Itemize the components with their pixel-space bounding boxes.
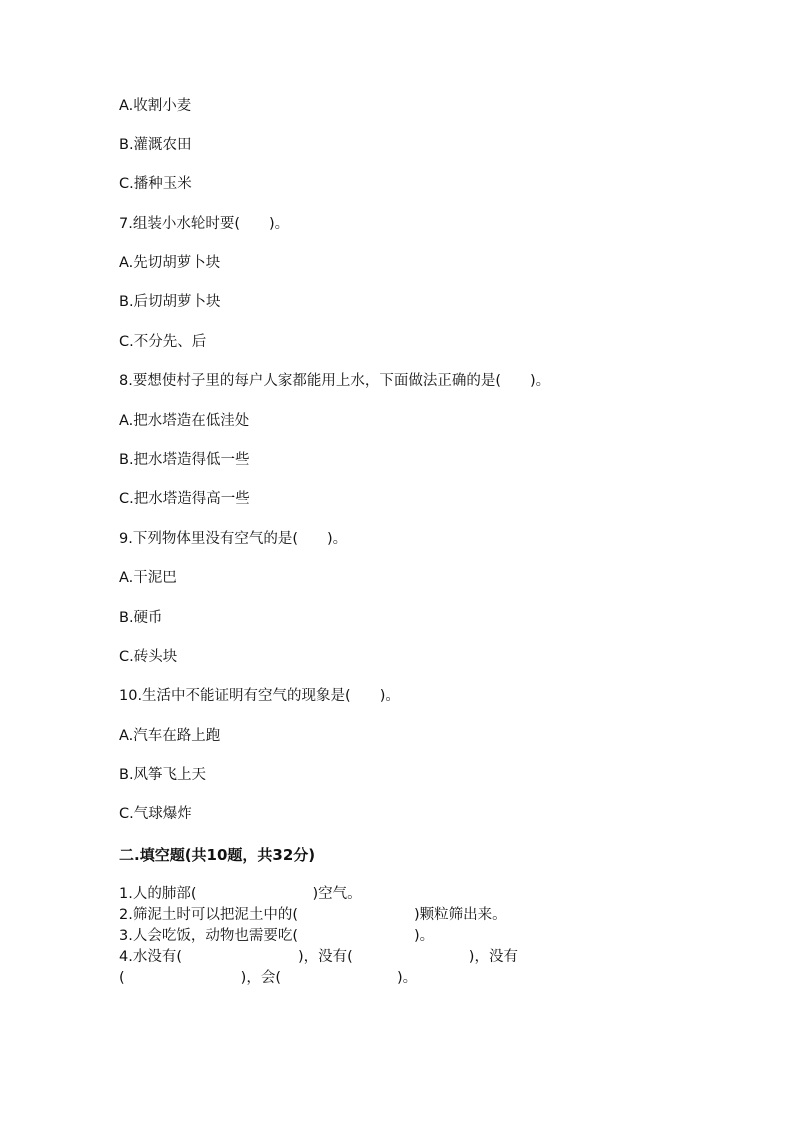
section-title-fill-in: 二.填空题(共10题，共32分) xyxy=(119,846,316,864)
fill-item-2: 2.筛泥土时可以把泥土中的( )颗粒筛出来。 xyxy=(119,907,507,923)
q9-stem: 9.下列物体里没有空气的是( )。 xyxy=(119,531,348,547)
q7-option-c: C.不分先、后 xyxy=(119,334,207,350)
q8-option-b: B.把水塔造得低一些 xyxy=(119,452,250,468)
q7-stem: 7.组装小水轮时要( )。 xyxy=(119,216,290,232)
q9-option-b: B.硬币 xyxy=(119,610,163,626)
q7-option-b: B.后切胡萝卜块 xyxy=(119,294,221,310)
q8-option-a: A.把水塔造在低洼处 xyxy=(119,413,250,429)
fill-item-3: 3.人会吃饭，动物也需要吃( )。 xyxy=(119,928,435,944)
q6-option-c: C.播种玉米 xyxy=(119,176,192,192)
fill-item-4-line-2: ( )，会( )。 xyxy=(119,970,418,986)
q10-option-c: C.气球爆炸 xyxy=(119,806,192,822)
q10-option-a: A.汽车在路上跑 xyxy=(119,728,221,744)
fill-item-4-line-1: 4.水没有( )，没有( )，没有 xyxy=(119,949,518,965)
q6-option-a: A.收割小麦 xyxy=(119,98,192,114)
q7-option-a: A.先切胡萝卜块 xyxy=(119,255,221,271)
q10-option-b: B.风筝飞上天 xyxy=(119,767,207,783)
q8-stem: 8.要想使村子里的每户人家都能用上水，下面做法正确的是( )。 xyxy=(119,373,551,389)
q9-option-a: A.干泥巴 xyxy=(119,570,177,586)
q8-option-c: C.把水塔造得高一些 xyxy=(119,491,250,507)
q9-option-c: C.砖头块 xyxy=(119,649,178,665)
fill-item-1: 1.人的肺部( )空气。 xyxy=(119,886,362,902)
q6-option-b: B.灌溉农田 xyxy=(119,137,192,153)
q10-stem: 10.生活中不能证明有空气的现象是( )。 xyxy=(119,688,400,704)
